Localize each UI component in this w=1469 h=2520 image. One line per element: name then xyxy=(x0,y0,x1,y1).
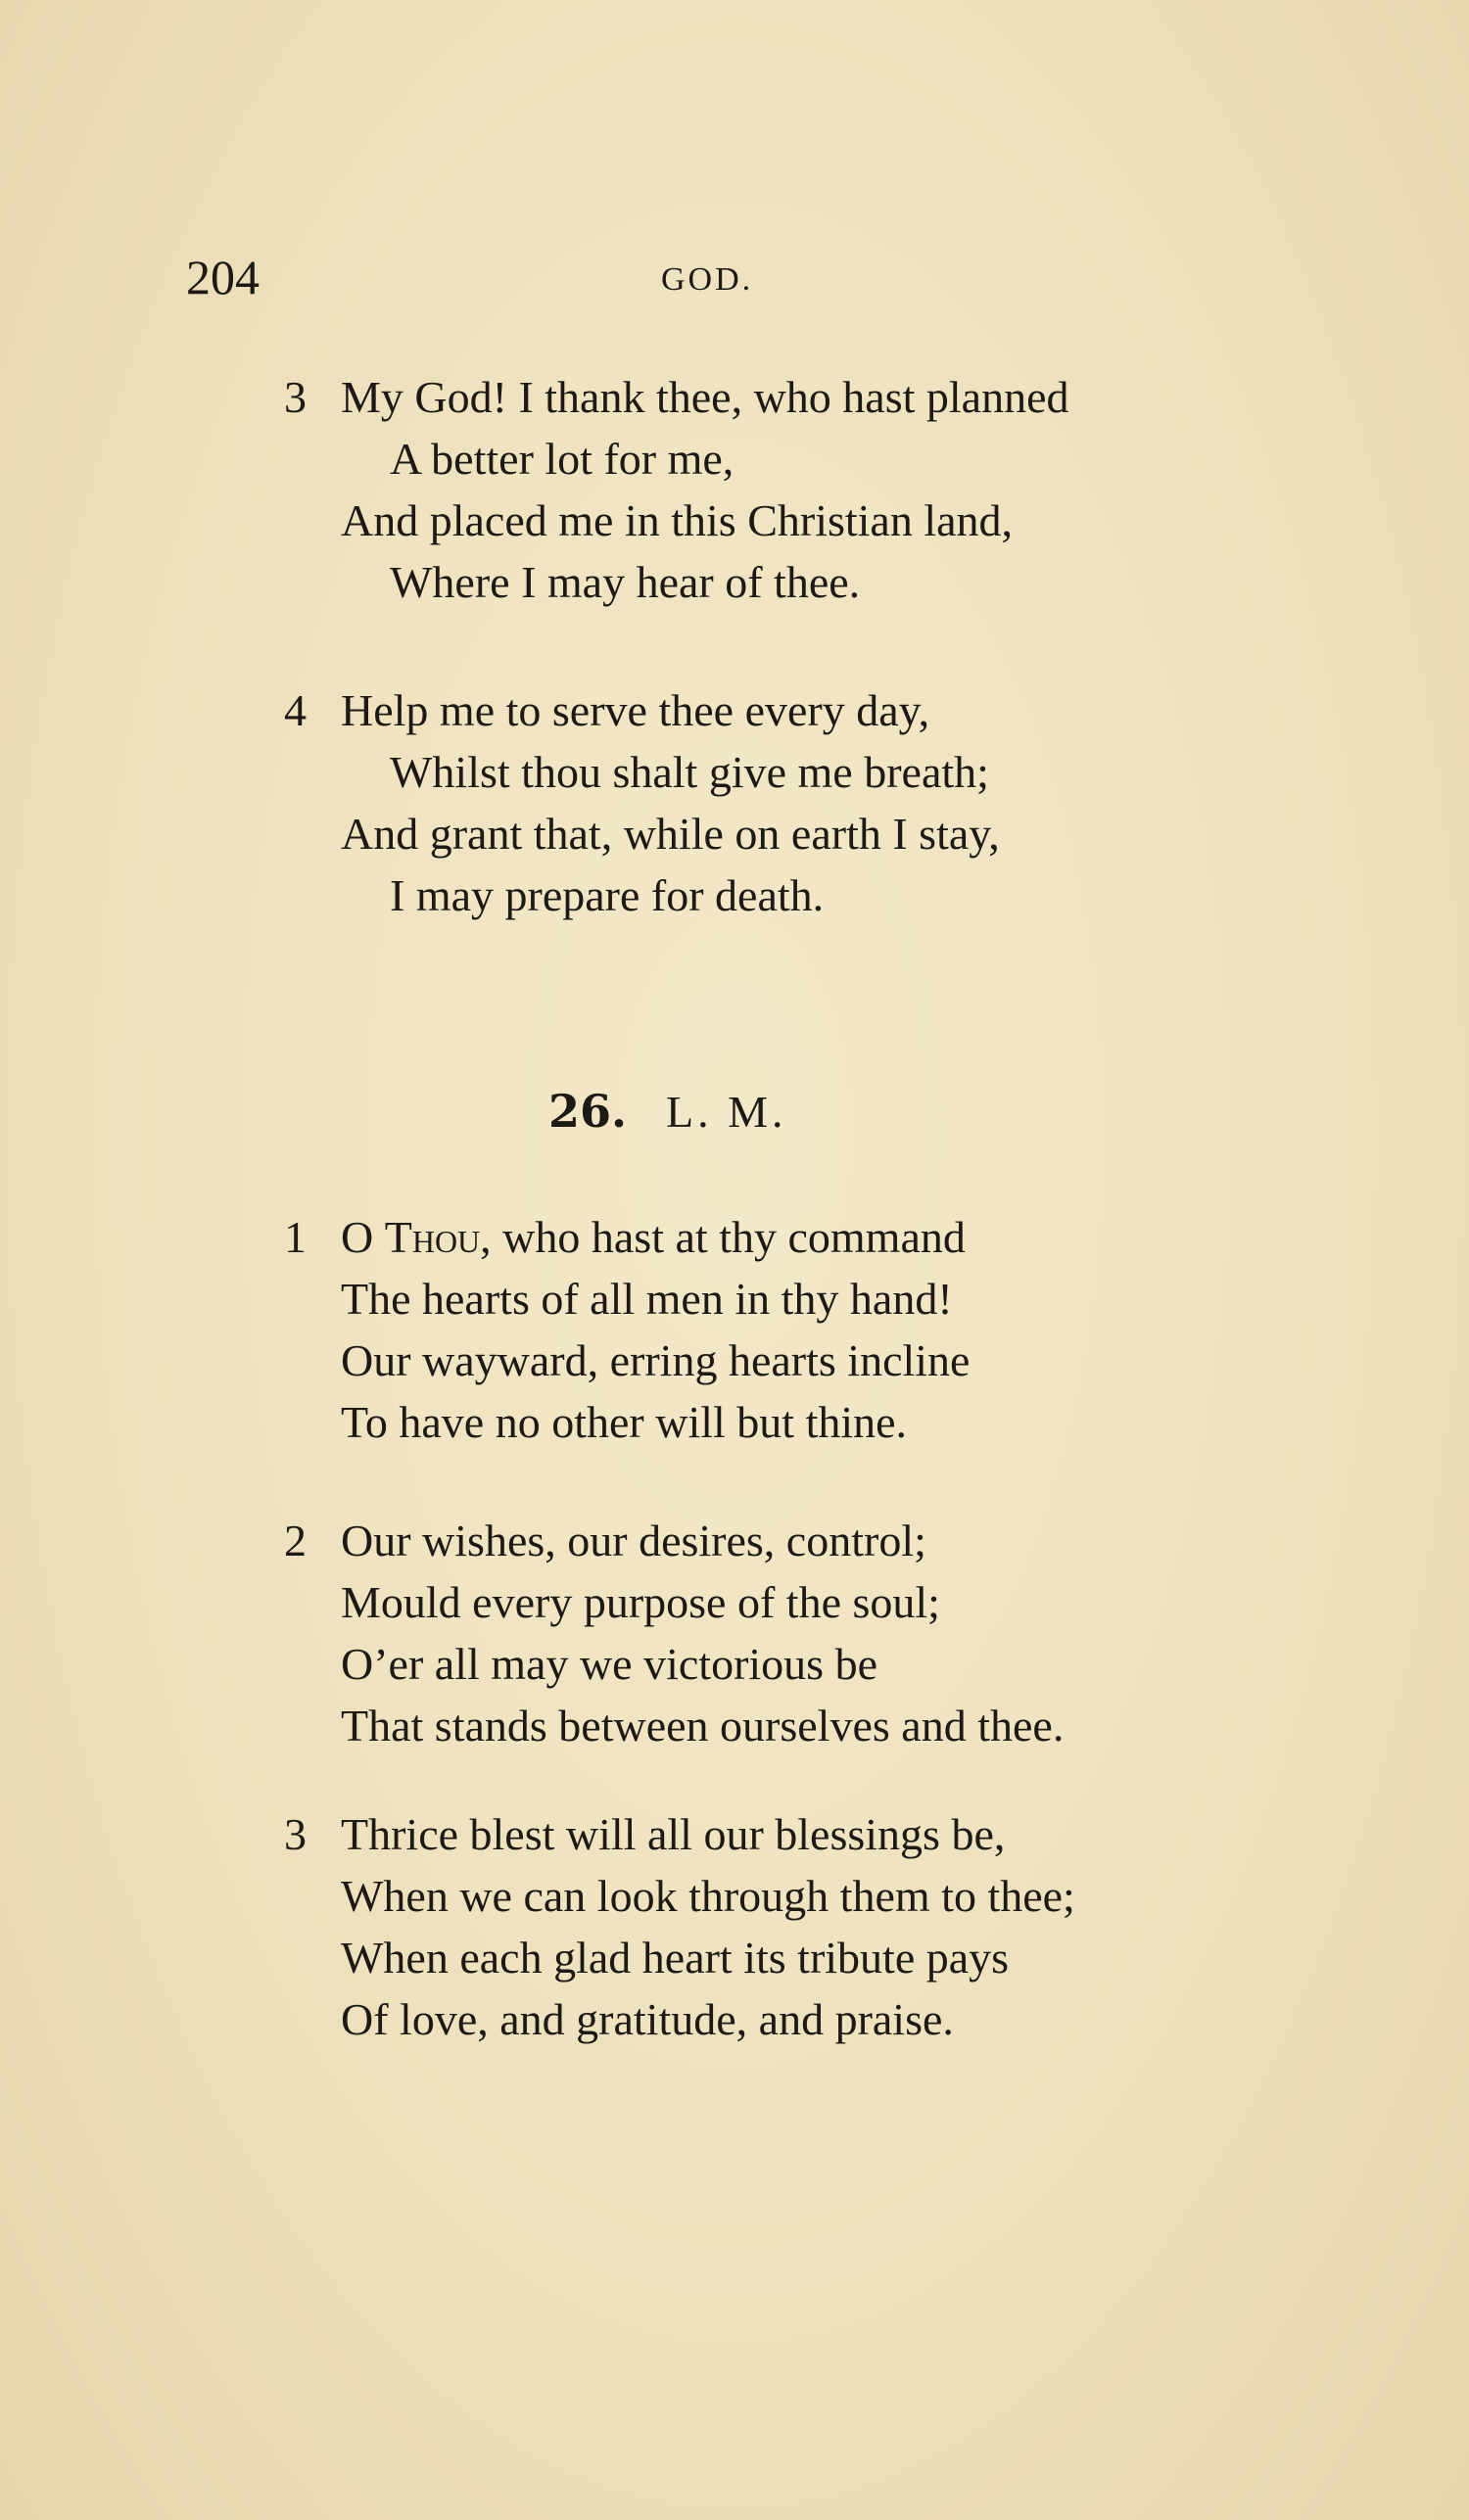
verse-line: When each glad heart its tribute pays xyxy=(341,1933,1010,1983)
verse-line: Help me to serve thee every day, xyxy=(341,685,930,735)
previous-hymn xyxy=(284,366,1263,613)
verse-line: Our wayward, erring hearts incline xyxy=(341,1335,971,1385)
stanza-3-hymn xyxy=(284,1803,1263,2050)
verse-line: I may prepare for death. xyxy=(390,870,825,920)
stanza-number: 4 xyxy=(284,685,307,735)
previous-hymn-continued xyxy=(284,679,1263,926)
stanza-number: 2 xyxy=(284,1516,307,1565)
first-word: O xyxy=(341,1212,374,1262)
verse-line: And grant that, while on earth I stay, xyxy=(341,809,1000,859)
hymn-number: 26. xyxy=(548,1085,628,1138)
stanza-number: 3 xyxy=(284,372,307,422)
verse-line-first xyxy=(284,1206,1263,1268)
stanza-2 xyxy=(284,1510,1263,1756)
hymn-stanza-block-1 xyxy=(284,1206,1263,1453)
section-title: GOD. xyxy=(661,261,754,298)
verse-line: A better lot for me, xyxy=(390,434,734,484)
page-number: 204 xyxy=(186,250,260,304)
verse-line: O’er all may we victorious be xyxy=(341,1639,877,1689)
verse-line: When we can look through them to thee; xyxy=(341,1871,1075,1921)
verse-line: Our wishes, our desires, control; xyxy=(341,1516,926,1565)
stanza-number: 3 xyxy=(284,1809,307,1859)
stanza-4 xyxy=(284,679,1263,926)
hymn-meter: L. M. xyxy=(666,1087,787,1137)
first-word-small-caps: Thou xyxy=(384,1212,481,1262)
stanza-number: 1 xyxy=(284,1212,307,1262)
verse-line: Thrice blest will all our blessings be, xyxy=(341,1809,1006,1859)
verse-line: Where I may hear of thee. xyxy=(390,557,861,607)
verse-line: And placed me in this Christian land, xyxy=(341,495,1014,545)
hymn-stanza-block-3 xyxy=(284,1803,1263,2050)
hymn-stanza-block-2 xyxy=(284,1510,1263,1756)
hymn-heading xyxy=(548,1077,787,1146)
verse-line: Whilst thou shalt give me breath; xyxy=(390,747,989,797)
first-line-rest: , who hast at thy command xyxy=(480,1212,966,1262)
verse-line: Mould every purpose of the soul; xyxy=(341,1577,940,1627)
verse-line: That stands between ourselves and thee. xyxy=(341,1701,1065,1750)
verse-line: The hearts of all men in thy hand! xyxy=(341,1274,953,1324)
verse-line: To have no other will but thine. xyxy=(341,1397,908,1447)
verse-line: Of love, and gratitude, and praise. xyxy=(341,1994,954,2044)
stanza-3 xyxy=(284,366,1263,613)
running-head xyxy=(186,243,1263,311)
stanza-1 xyxy=(284,1206,1263,1453)
verse-line: My God! I thank thee, who hast planned xyxy=(341,372,1069,422)
